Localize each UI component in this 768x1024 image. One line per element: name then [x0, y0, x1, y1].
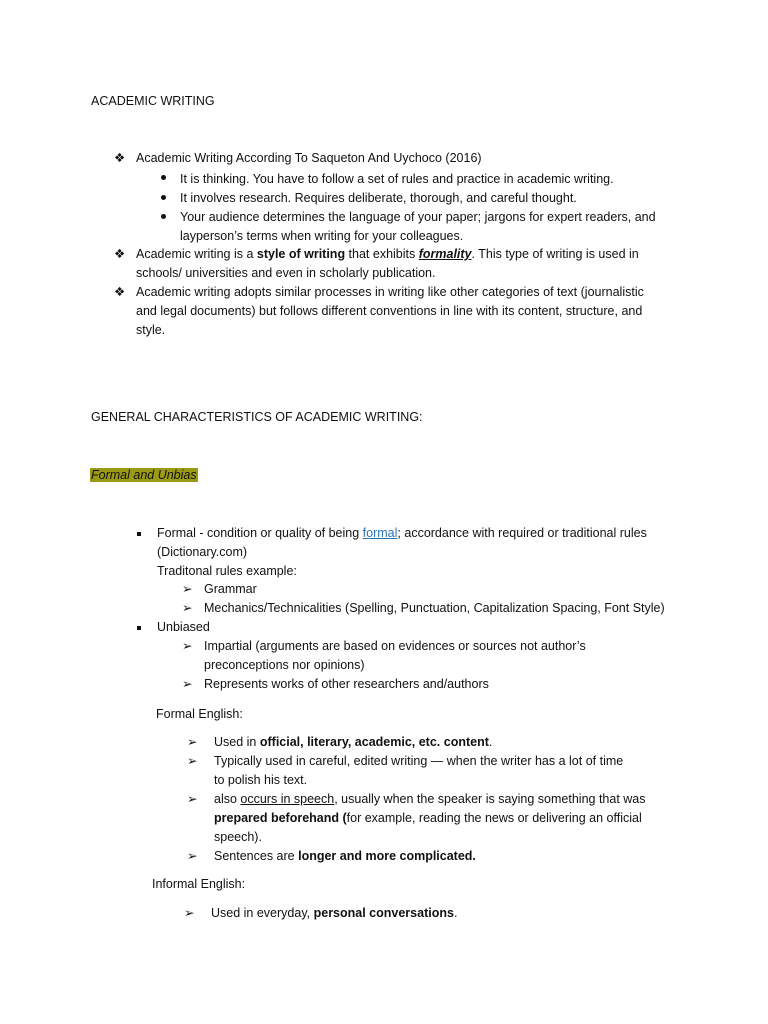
intro-item-3-line-2: and legal documents) but follows different conventions in line with its content, structure, and [136, 304, 643, 318]
fe-p3-l2-rest: for example, reading the news or delivering an official [346, 811, 642, 825]
diamond-bullet-icon: ❖ [114, 285, 126, 299]
formal-label: Formal - condition or quality of being [157, 526, 363, 540]
fe-p1-pre: Used in [214, 735, 260, 749]
unbiased-point-1: Impartial (arguments are based on evidences or sources not author’s [204, 639, 586, 653]
arrow-bullet-icon: ➢ [187, 792, 198, 806]
formal-english-point-3-line-3: speech). [214, 830, 262, 844]
intro-subitem-1: It is thinking. You have to follow a set of rules and practice in academic writing. [180, 172, 614, 186]
document-title: ACADEMIC WRITING [91, 94, 215, 108]
rule-item-2: Mechanics/Technicalities (Spelling, Punctuation, Capitalization Spacing, Font Style) [204, 601, 665, 615]
ie-p1-post: . [453, 906, 458, 920]
rule-item-1: Grammar [204, 582, 257, 596]
fe-p3-l2-bold: prepared beforehand ( [214, 811, 347, 825]
informal-english-point-1 [211, 904, 457, 923]
arrow-bullet-icon: ➢ [182, 639, 193, 653]
fe-p4-pre: Sentences are [214, 849, 299, 863]
ie-p1-pre: Used in everyday, [211, 906, 314, 920]
formal-link[interactable]: formal [362, 526, 398, 540]
formal-english-point-2: Typically used in careful, edited writing — when the writer has a lot of time [214, 754, 624, 768]
intro-item-2-post: . This type of writing is used in [471, 247, 639, 261]
intro-item-2-mid: that exhibits [345, 247, 419, 261]
formal-english-point-1 [214, 733, 492, 752]
intro-subitem-3: Your audience determines the language of your paper; jargons for expert readers, and [180, 210, 656, 224]
arrow-bullet-icon: ➢ [182, 582, 193, 596]
diamond-bullet-icon: ❖ [114, 151, 126, 165]
section-title: GENERAL CHARACTERISTICS OF ACADEMIC WRITING: [91, 410, 423, 424]
highlight-heading-text: Formal and Unbias [91, 468, 197, 482]
informal-english-heading: Informal English: [152, 877, 246, 891]
unbiased-label: Unbiased [157, 620, 210, 634]
formal-rest: accordance with required or traditional rules [400, 526, 647, 540]
intro-item-3-line-1: Academic writing adopts similar processes in writing like other categories of text (journalistic [136, 285, 644, 299]
square-bullet-icon [137, 532, 141, 536]
formal-english-heading: Formal English: [156, 707, 243, 721]
round-bullet-icon [161, 214, 166, 219]
unbiased-point-1-cont: preconceptions nor opinions) [204, 658, 365, 672]
fe-p1-bold: official, literary, academic, etc. content [259, 735, 489, 749]
intro-item-1: Academic Writing According To Saqueton And Uychoco (2016) [136, 151, 482, 165]
round-bullet-icon [161, 195, 166, 200]
formal-english-point-3 [214, 790, 646, 809]
intro-item-2-pre: Academic writing is a [136, 247, 257, 261]
intro-subitem-2: It involves research. Requires deliberate, thorough, and careful thought. [180, 191, 577, 205]
formal-source: (Dictionary.com) [157, 545, 248, 559]
intro-subitem-3-cont: layperson’s terms when writing for your colleagues. [180, 229, 464, 243]
unbiased-point-2: Represents works of other researchers and/authors [204, 677, 489, 691]
ie-p1-bold: personal conversations [313, 906, 454, 920]
formal-english-point-3-line-2 [214, 809, 642, 828]
fe-p4-bold: longer and more complicated. [298, 849, 476, 863]
arrow-bullet-icon: ➢ [182, 601, 193, 615]
arrow-bullet-icon: ➢ [187, 735, 198, 749]
fe-p3-underlined: occurs in speech [240, 792, 335, 806]
intro-item-2-cont: schools/ universities and even in scholarly publication. [136, 266, 436, 280]
highlight-heading [90, 466, 198, 485]
rules-label: Traditonal rules example: [157, 564, 297, 578]
intro-item-3-line-3: style. [136, 323, 166, 337]
fe-p3-pre: also [214, 792, 241, 806]
arrow-bullet-icon: ➢ [187, 754, 198, 768]
formal-semicolon: ; [397, 526, 401, 540]
diamond-bullet-icon: ❖ [114, 247, 126, 261]
formal-english-point-4 [214, 847, 476, 866]
round-bullet-icon [161, 175, 166, 180]
formal-definition [157, 524, 647, 543]
formality-emphasis: formality [418, 247, 472, 261]
intro-item-2 [136, 245, 639, 264]
formal-english-point-2-cont: to polish his text. [214, 773, 308, 787]
arrow-bullet-icon: ➢ [184, 906, 195, 920]
square-bullet-icon [137, 626, 141, 630]
fe-p1-post: . [488, 735, 493, 749]
arrow-bullet-icon: ➢ [182, 677, 193, 691]
arrow-bullet-icon: ➢ [187, 849, 198, 863]
fe-p3-post: , usually when the speaker is saying something that was [334, 792, 646, 806]
intro-item-2-bold: style of writing [256, 247, 346, 261]
